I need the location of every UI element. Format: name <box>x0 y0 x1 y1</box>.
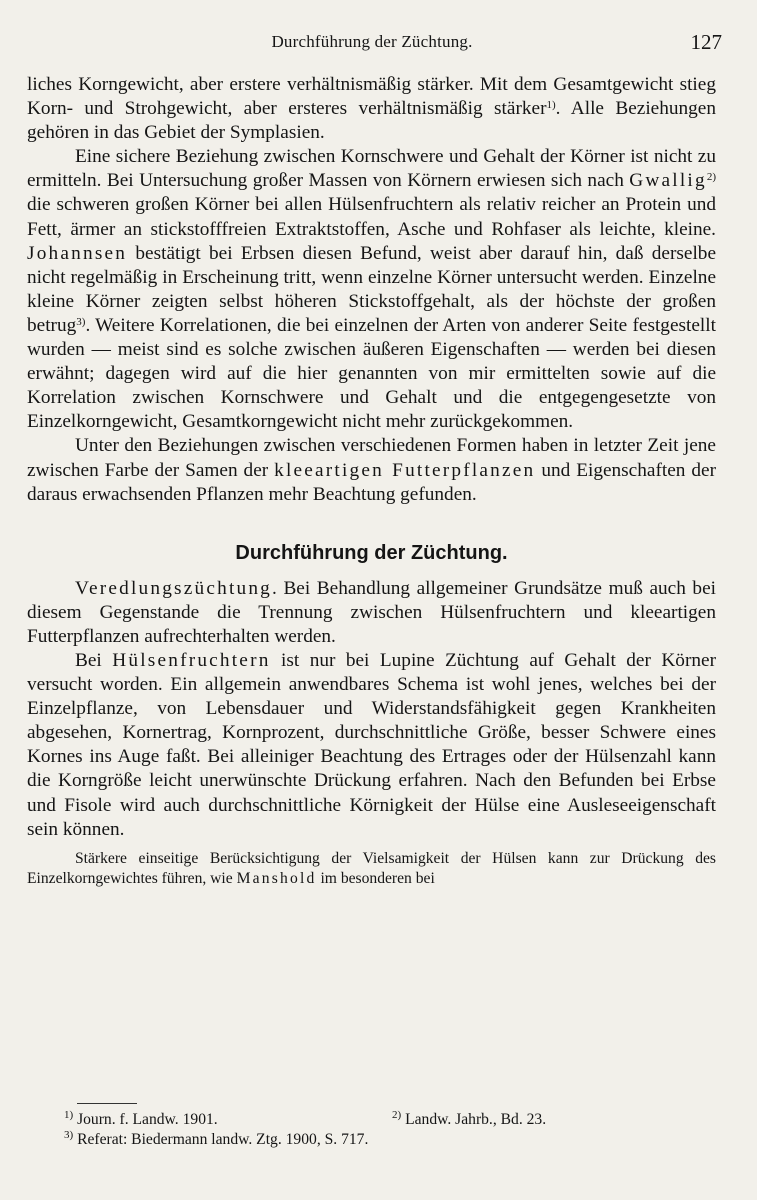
author-gwallig: Gwallig <box>629 170 707 192</box>
text-run: . Bei Behandlung allgemeiner Grundsätze muß auch bei diesem Gegenstande die Trennung zwischen Hülsenfruchtern und kleeartigen Futterpflanzen aufrechterhalten werden. <box>27 577 716 647</box>
paragraph-continuation <box>27 73 716 145</box>
footnote-2 <box>392 1110 546 1130</box>
text-run: und Eigenschaften der daraus erwachsenden Pflanzen mehr Beachtung gefunden. <box>27 459 716 505</box>
paragraph-veredlung <box>27 577 716 649</box>
text-run: ist nur bei Lupine Züchtung auf Gehalt der Körner versucht worden. Ein allgemein anwendbares Schema ist wohl jenes, welches bei der Einzelpflanze, von Lebensdauer und Widerstandsfähigkeit gegen Krankheiten abgesehen, Kornertrag, Kornprozent, durchschnittliche Größe, besser Schwere eines Kornes ins Auge faßt. Bei alleiniger Beachtung des Ertrages oder der Hülsenzahl kann die Korngröße leicht unerwünschte Drückung erfahren. Nach den Befunden bei Erbse und Fisole wird auch durchschnittliche Körnigkeit der Hülse eine Ausleseeigenschaft sein können. <box>27 649 716 840</box>
running-title: Durchführung der Züchtung. <box>271 32 473 51</box>
footnote-row <box>64 1110 664 1130</box>
text-run: liches Korngewicht, aber erstere verhältnismäßig stärker. Mit dem Gesamtgewicht stieg Korn- und Strohgewicht, aber ersteres verhältnismäßig stärker <box>27 74 716 120</box>
small-paragraph <box>27 849 716 889</box>
emphasis-veredlungszuechtung: Veredlungszüchtung <box>75 577 273 599</box>
author-johannsen: Johannsen <box>27 242 128 264</box>
footnote-3 <box>64 1130 368 1150</box>
paragraph-kornschwere <box>27 145 716 434</box>
footnote-text: Journ. f. Landw. 1901. <box>73 1111 218 1128</box>
paragraph-huelsenfruchter <box>27 649 716 842</box>
text-run: die schweren großen Körner bei allen Hülsenfruchtern als relativ reicher an Protein und Fett, ärmer an stickstofffreien Extraktstoffen, Asche und Rohfaser als leichte, kleine. <box>27 194 716 240</box>
footnote-ref-2: 2) <box>706 171 716 184</box>
section-heading: Durchführung der Züchtung. <box>235 541 508 564</box>
text-run: im besonderen bei <box>316 869 435 887</box>
emphasis-huelsenfruchter: Hülsenfruchtern <box>112 649 271 671</box>
text-run: . Weitere Korrelationen, die bei einzelnen der Arten von anderer Seite festgestellt wurden — meist sind es solche zwischen äußeren Eigenschaften — werden bei diesen erwähnt; dagegen wird auf die hier genannten von mir ermittelten sowie auf die Korrelation zwischen Kornschwere und Gehalt und die entgegengesetzte von Einzelkorngewicht, Gesamtkorngewicht nicht mehr zurückgekommen. <box>27 314 716 433</box>
footnote-mark: 1) <box>64 1109 74 1121</box>
footnote-ref-1: 1) <box>546 99 556 112</box>
text-run: Stärkere einseitige Berücksichtigung der Vielsamigkeit der Hülsen kann zur Drückung des Einzelkorngewichtes führen, wie <box>27 849 716 887</box>
author-manshold: Manshold <box>236 869 317 887</box>
small-print-paragraph <box>27 849 716 889</box>
text-run: Unter den Beziehungen zwischen verschiedenen Formen haben in letzter Zeit jene zwischen Farbe der Samen der <box>27 435 716 481</box>
running-head <box>22 28 722 58</box>
footnote-divider <box>77 1103 137 1104</box>
text-run: Eine sichere Beziehung zwischen Kornschwere und Gehalt der Körner ist nicht zu ermitteln. Bei Untersuchung großer Massen von Körnern erwiesen sich nach <box>27 146 716 192</box>
footnote-ref-3: 3) <box>76 315 86 328</box>
footnotes <box>64 1110 664 1150</box>
footnote-1 <box>64 1110 218 1130</box>
emphasis-kleeartige: kleeartigen Futterpflanzen <box>274 459 536 481</box>
footnote-text: Landw. Jahrb., Bd. 23. <box>401 1111 547 1128</box>
text-run: . Alle Beziehungen gehören in das Gebiet der Symplasien. <box>27 98 716 144</box>
body-text <box>27 73 716 889</box>
text-run: Bei <box>75 649 113 671</box>
page-number: 127 <box>690 30 722 54</box>
footnote-mark: 2) <box>392 1109 402 1121</box>
footnote-mark: 3) <box>64 1129 74 1141</box>
footnote-row <box>64 1130 664 1150</box>
paragraph-farbe <box>27 434 716 506</box>
footnote-text: Referat: Biedermann landw. Ztg. 1900, S. 717. <box>73 1131 369 1148</box>
text-run: bestätigt bei Erbsen diesen Befund, weist aber darauf hin, daß derselbe nicht regelmäßig in Erscheinung tritt, wenn einzelne Körner untersucht werden. Einzelne kleine Körner zeigten selbst höheren Stickstoffgehalt, als der höchste der großen betrug <box>27 242 716 336</box>
